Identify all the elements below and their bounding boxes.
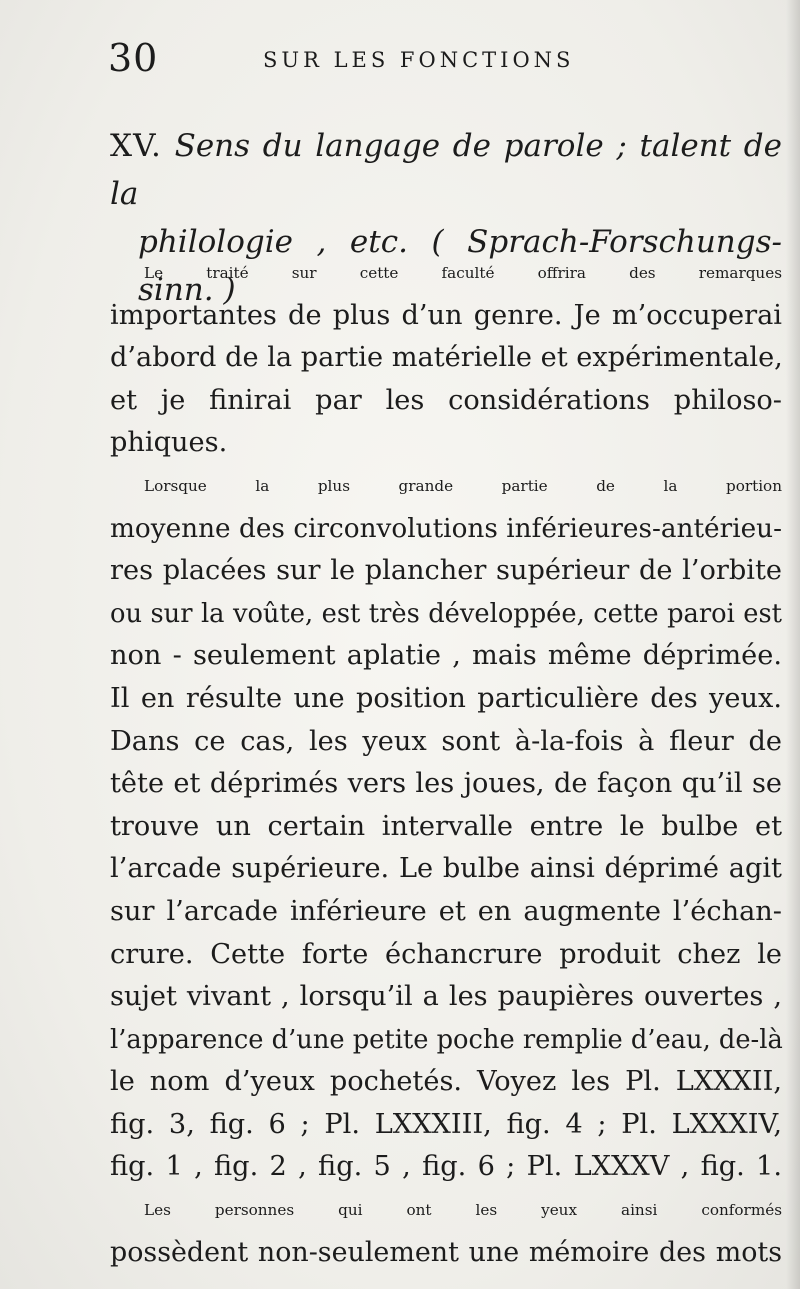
section-number: XV. [110,128,162,164]
text-line: l’apparence d’une petite poche remplie d’eau, de-là [110,1024,783,1055]
text-line: Dans ce cas, les yeux sont à-la-fois à fleur de [110,725,782,757]
page-edge-shadow [786,0,800,1289]
text-line: moyenne des circonvolutions inférieures-antérieu- [110,513,782,544]
text-line: phiques. [110,427,228,459]
text-line: fig. 3, fig. 6 ; Pl. LXXXIII, fig. 4 ; Pl. LXXXIV, [110,1108,782,1140]
text-line: le nom d’yeux pochetés. Voyez les Pl. LXXXII, [110,1066,782,1098]
text-line: importantes de plus d’un genre. Je m’occuperai [110,299,782,331]
text-line: trouve un certain intervalle entre le bulbe et [110,810,782,842]
section-title-line-1: Sens du langage de parole ; talent de la [110,128,783,212]
text-line: possèdent non-seulement une mémoire des mots [110,1236,782,1268]
text-line: non - seulement aplatie , mais même déprimée. [110,640,782,672]
text-line: fig. 1 , fig. 2 , fig. 5 , fig. 6 ; Pl. LXXXV , fig. 1. [110,1151,782,1183]
page-number: 30 [108,36,159,80]
text-line: sur l’arcade inférieure et en augmente l’échan- [110,895,782,927]
text-line: Il en résulte une position particulière des yeux. [110,682,782,714]
text-line: tête et déprimés vers les joues, de façon qu’il se [110,768,782,800]
page-header [108,36,778,86]
text-line: Le traité sur cette faculté offrira des remarques [144,264,782,282]
text-line: sujet vivant , lorsqu’il a les paupières ouvertes , [110,981,782,1013]
text-line: ou sur la voûte, est très développée, cette paroi est [110,598,782,629]
text-line: res placées sur le plancher supérieur de l’orbite [110,555,782,587]
paragraph-1 [110,252,782,465]
body-text [110,252,782,1274]
section-title-line-2: philologie , etc. ( Sprach-Forschungs-sinn. ) [138,224,782,308]
text-line: l’arcade supérieure. Le bulbe ainsi déprimé agit [110,853,782,885]
text-line: crure. Cette forte échancrure produit chez le [110,938,782,970]
paragraph-3 [110,1189,782,1274]
paragraph-2 [110,465,782,1189]
text-line: Les personnes qui ont les yeux ainsi conformés [144,1201,782,1220]
text-line: Lorsque la plus grande partie de la portion [144,476,782,495]
text-line: et je finirai par les considérations philoso- [110,384,782,416]
running-head: SUR LES FONCTIONS [263,48,575,72]
text-line: d’abord de la partie matérielle et expérimentale, [110,342,783,374]
